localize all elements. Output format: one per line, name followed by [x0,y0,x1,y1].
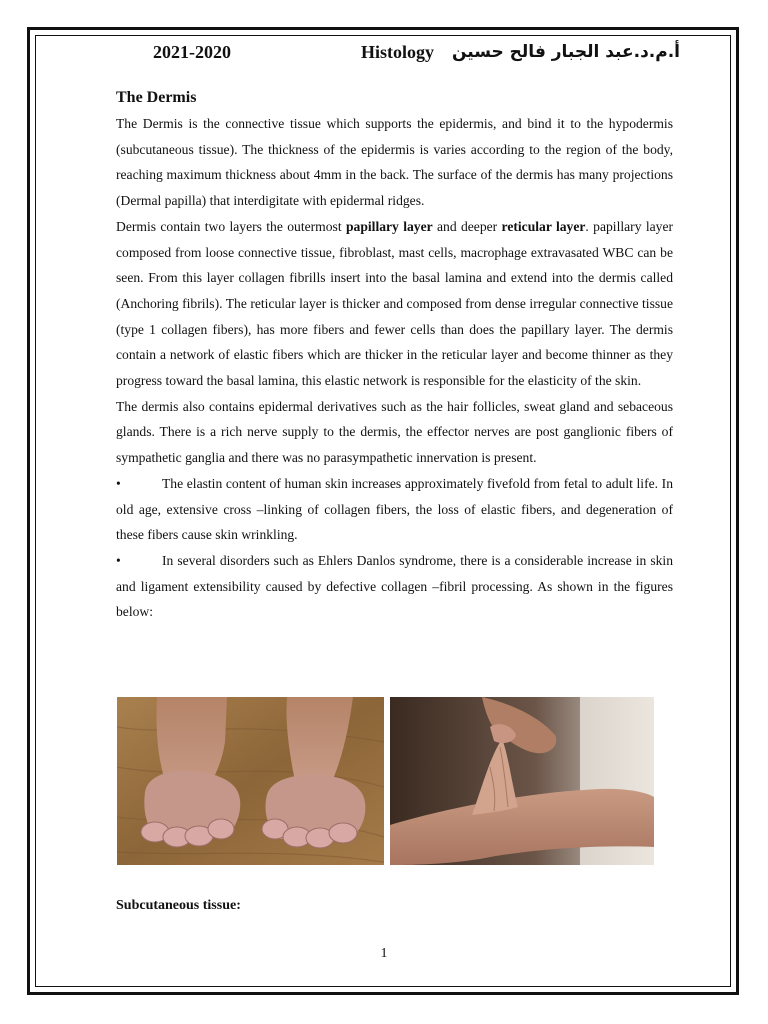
figure-row [117,697,654,865]
bullet-item-ehlers-danlos [116,548,673,625]
text-fragment: and deeper [432,218,502,234]
figure-skin-stretch-photo [390,697,654,865]
page-header [0,42,768,66]
term-reticular-layer: reticular layer [501,218,586,234]
paragraph-dermis-derivatives: The dermis also contains epidermal derivatives such as the hair follicles, sweat gland and sebaceous glands. There is a rich nerve supply to the dermis, the effector nerves are post ganglionic fibers of sympathetic ganglia and there was no parasympathetic innervation is present. [116,398,673,466]
hands-illustration [117,697,384,865]
section-title: The Dermis [116,89,197,106]
page-number: 1 [380,946,388,961]
bullet-item-elastin [116,471,673,548]
bullet-text: In several disorders such as Ehlers Danlos syndrome, there is a considerable increase in skin and ligament extensibility caused by defective collagen –fibril processing. As shown in the figures below: [116,552,673,620]
figure-hands-photo [117,697,384,865]
bullet-text: The elastin content of human skin increases approximately fivefold from fetal to adult life. In old age, extensive cross –linking of collagen fibers, the loss of elastic fibers, and degeneration of these fibers cause skin wrinkling. [116,475,673,543]
term-papillary-layer: papillary layer [345,218,433,234]
bullet-dot: • [116,552,121,568]
paragraph-dermis-layers [116,214,673,394]
header-year: 2021-2020 [153,42,231,62]
skin-stretch-illustration [390,697,654,865]
text-fragment: . papillary layer composed from loose connective tissue, fibroblast, mast cells, macrophage extravasated WBC can be seen. From this layer collagen fibrills insert into the basal lamina and extend into the dermis called (Anchoring fibrils). The reticular layer is thicker and composed from dense irregular connective tissue (type 1 collagen fibers), has more fibers and fewer cells than does the papillary layer. The dermis contain a network of elastic fibers which are thicker in the reticular layer and become thinner as they progress toward the basal lamina, this elastic network is responsible for the elasticity of the skin. [116,218,674,389]
header-author: أ.م.د.عبد الجبار فالح حسين [451,42,680,62]
paragraph-dermis-intro: The Dermis is the connective tissue which supports the epidermis, and bind it to the hypodermis (subcutaneous tissue). The thickness of the epidermis is varies according to the region of the body, reaching maximum thickness about 4mm in the back. The surface of the dermis has many projections (Dermal papilla) that interdigitate with epidermal ridges. [116,116,673,209]
bullet-dot: • [116,475,121,491]
text-fragment: Dermis contain two layers the outermost [116,218,346,234]
subsection-title: Subcutaneous tissue: [116,898,241,913]
header-subject: Histology [361,42,435,62]
main-content [116,86,673,625]
